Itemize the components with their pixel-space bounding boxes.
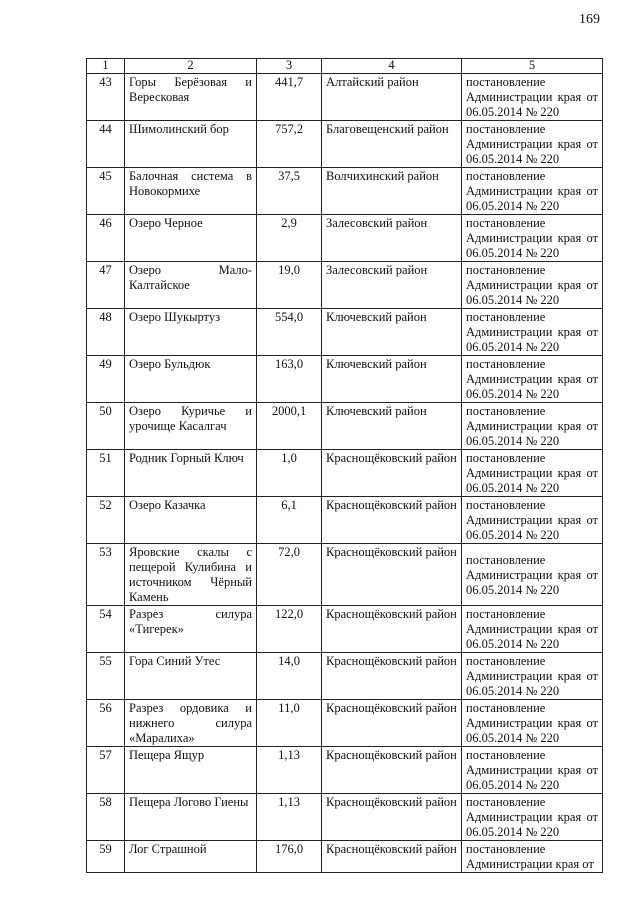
row-number-cell: 49 (87, 356, 125, 403)
table-row (87, 262, 603, 309)
district-name-cell: Ключевский район (322, 356, 462, 403)
table-row (87, 653, 603, 700)
district-name-cell: Краснощёковский район (322, 450, 462, 497)
legal-document-cell: постановление Администрации края от 06.05.2014 № 220 (462, 121, 603, 168)
protected-areas-table (86, 58, 603, 873)
column-header: 1 (87, 59, 125, 74)
legal-document-cell: постановление Администрации края от 06.05.2014 № 220 (462, 497, 603, 544)
table-row (87, 74, 603, 121)
area-value-cell: 441,7 (257, 74, 322, 121)
legal-document-cell: постановление Администрации края от 06.05.2014 № 220 (462, 215, 603, 262)
row-number-cell: 45 (87, 168, 125, 215)
legal-document-cell: постановление Администрации края от 06.05.2014 № 220 (462, 653, 603, 700)
legal-document-cell: постановление Администрации края от 06.05.2014 № 220 (462, 356, 603, 403)
table-row (87, 215, 603, 262)
row-number-cell: 55 (87, 653, 125, 700)
area-value-cell: 122,0 (257, 606, 322, 653)
row-number-cell: 52 (87, 497, 125, 544)
area-value-cell: 6,1 (257, 497, 322, 544)
object-name-cell: Разрез силура «Тигерек» (125, 606, 257, 653)
object-name-cell: Гора Синий Утес (125, 653, 257, 700)
row-number-cell: 48 (87, 309, 125, 356)
district-name-cell: Краснощёковский район (322, 747, 462, 794)
area-value-cell: 2,9 (257, 215, 322, 262)
object-name-cell: Озеро Казачка (125, 497, 257, 544)
district-name-cell: Краснощёковский район (322, 794, 462, 841)
district-name-cell: Краснощёковский район (322, 700, 462, 747)
table-row (87, 700, 603, 747)
table-header-row (87, 59, 603, 74)
table-row (87, 841, 603, 873)
area-value-cell: 2000,1 (257, 403, 322, 450)
area-value-cell: 72,0 (257, 544, 322, 606)
district-name-cell: Алтайский район (322, 74, 462, 121)
row-number-cell: 51 (87, 450, 125, 497)
column-header: 2 (125, 59, 257, 74)
district-name-cell: Краснощёковский район (322, 841, 462, 873)
row-number-cell: 53 (87, 544, 125, 606)
object-name-cell: Шимолинский бор (125, 121, 257, 168)
object-name-cell: Балочная система в Новокормихе (125, 168, 257, 215)
district-name-cell: Ключевский район (322, 309, 462, 356)
object-name-cell: Родник Горный Ключ (125, 450, 257, 497)
object-name-cell: Озеро Бульдюк (125, 356, 257, 403)
legal-document-cell: постановление Администрации края от 06.05.2014 № 220 (462, 168, 603, 215)
district-name-cell: Ключевский район (322, 403, 462, 450)
area-value-cell: 1,0 (257, 450, 322, 497)
area-value-cell: 19,0 (257, 262, 322, 309)
row-number-cell: 54 (87, 606, 125, 653)
row-number-cell: 46 (87, 215, 125, 262)
area-value-cell: 176,0 (257, 841, 322, 873)
legal-document-cell: постановление Администрации края от 06.05.2014 № 220 (462, 309, 603, 356)
row-number-cell: 58 (87, 794, 125, 841)
column-header: 4 (322, 59, 462, 74)
object-name-cell: Яровские скалы с пещерой Кулибина и источником Чёрный Камень (125, 544, 257, 606)
object-name-cell: Озеро Куричье и урочище Касалгач (125, 403, 257, 450)
legal-document-cell: постановление Администрации края от 06.05.2014 № 220 (462, 606, 603, 653)
page-number: 169 (579, 12, 600, 27)
object-name-cell: Горы Берёзовая и Вересковая (125, 74, 257, 121)
legal-document-cell: постановление Администрации края от (462, 841, 603, 873)
object-name-cell: Пещера Ящур (125, 747, 257, 794)
row-number-cell: 56 (87, 700, 125, 747)
row-number-cell: 59 (87, 841, 125, 873)
table-row (87, 309, 603, 356)
legal-document-cell: постановление Администрации края от 06.05.2014 № 220 (462, 262, 603, 309)
table-row (87, 794, 603, 841)
object-name-cell: Озеро Шукыртуз (125, 309, 257, 356)
table-row (87, 356, 603, 403)
object-name-cell: Озеро Мало-Калтайское (125, 262, 257, 309)
row-number-cell: 43 (87, 74, 125, 121)
table-row (87, 450, 603, 497)
table-row (87, 747, 603, 794)
area-value-cell: 757,2 (257, 121, 322, 168)
legal-document-cell: постановление Администрации края от 06.05.2014 № 220 (462, 544, 603, 606)
legal-document-cell: постановление Администрации края от 06.05.2014 № 220 (462, 403, 603, 450)
object-name-cell: Пещера Логово Гиены (125, 794, 257, 841)
column-header: 3 (257, 59, 322, 74)
district-name-cell: Краснощёковский район (322, 497, 462, 544)
legal-document-cell: постановление Администрации края от 06.05.2014 № 220 (462, 450, 603, 497)
district-name-cell: Благовещенский район (322, 121, 462, 168)
area-value-cell: 554,0 (257, 309, 322, 356)
legal-document-cell: постановление Администрации края от 06.05.2014 № 220 (462, 74, 603, 121)
district-name-cell: Краснощёковский район (322, 606, 462, 653)
row-number-cell: 50 (87, 403, 125, 450)
object-name-cell: Озеро Черное (125, 215, 257, 262)
legal-document-cell: постановление Администрации края от 06.05.2014 № 220 (462, 700, 603, 747)
table-row (87, 168, 603, 215)
legal-document-cell: постановление Администрации края от 06.05.2014 № 220 (462, 747, 603, 794)
table-row (87, 403, 603, 450)
table-row (87, 544, 603, 606)
column-header: 5 (462, 59, 603, 74)
legal-document-cell: постановление Администрации края от 06.05.2014 № 220 (462, 794, 603, 841)
district-name-cell: Краснощёковский район (322, 544, 462, 606)
area-value-cell: 14,0 (257, 653, 322, 700)
row-number-cell: 47 (87, 262, 125, 309)
row-number-cell: 57 (87, 747, 125, 794)
area-value-cell: 37,5 (257, 168, 322, 215)
district-name-cell: Залесовский район (322, 215, 462, 262)
object-name-cell: Лог Страшной (125, 841, 257, 873)
table-body (87, 74, 603, 873)
district-name-cell: Залесовский район (322, 262, 462, 309)
area-value-cell: 1,13 (257, 747, 322, 794)
area-value-cell: 163,0 (257, 356, 322, 403)
district-name-cell: Краснощёковский район (322, 653, 462, 700)
object-name-cell: Разрез ордовика и нижнего силура «Маралиха» (125, 700, 257, 747)
district-name-cell: Волчихинский район (322, 168, 462, 215)
table-row (87, 497, 603, 544)
table-row (87, 606, 603, 653)
row-number-cell: 44 (87, 121, 125, 168)
area-value-cell: 1,13 (257, 794, 322, 841)
table-row (87, 121, 603, 168)
area-value-cell: 11,0 (257, 700, 322, 747)
